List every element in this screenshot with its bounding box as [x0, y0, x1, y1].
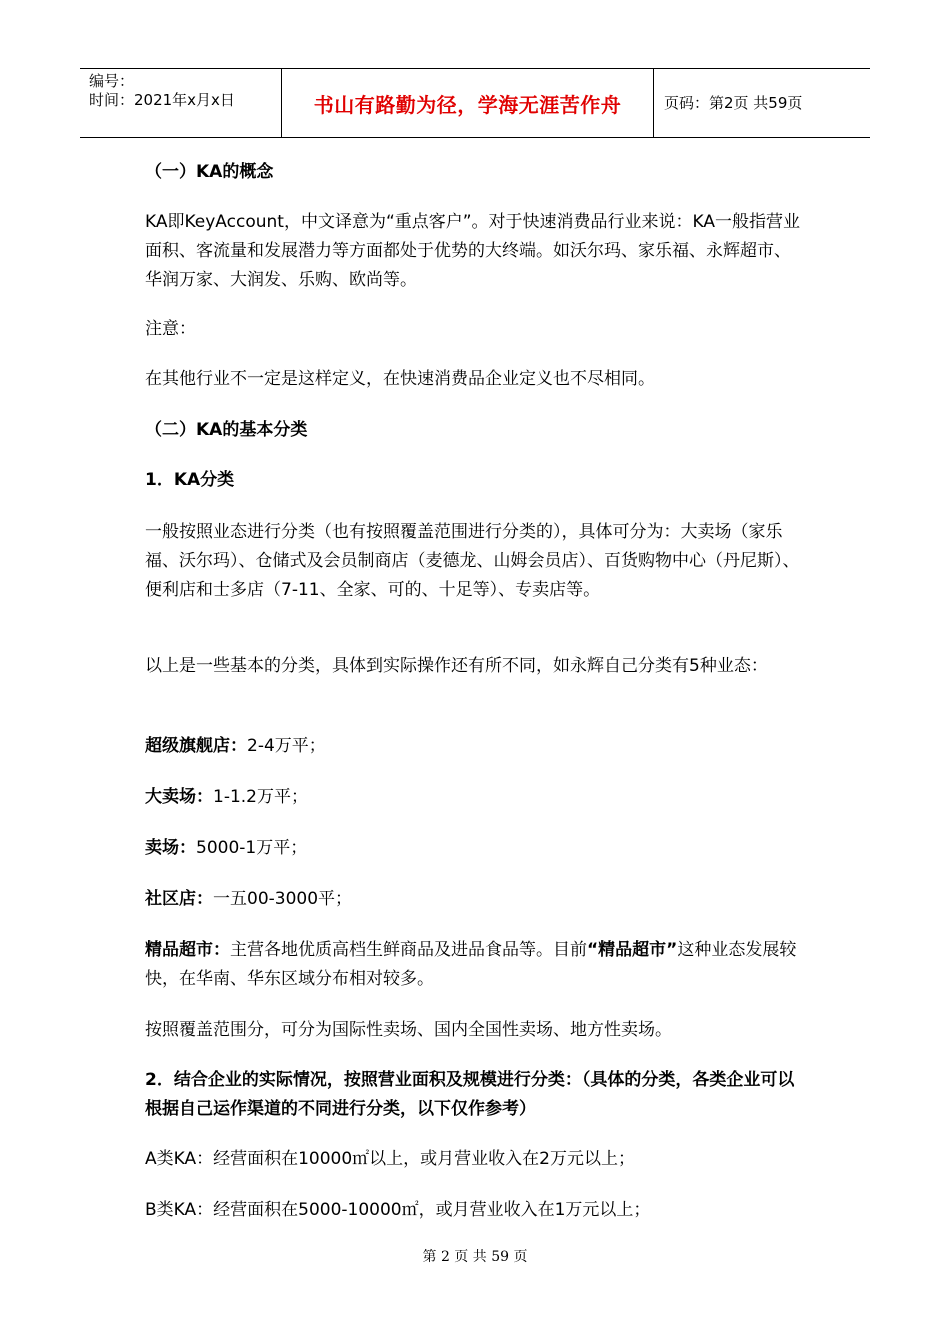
paragraph-coverage-classification: 按照覆盖范围分，可分为国际性卖场、国内全国性卖场、地方性卖场。 — [145, 1020, 672, 1040]
format-label: 大卖场： — [145, 787, 213, 807]
format-label: 精品超市： — [145, 940, 230, 960]
paragraph-note: 在其他行业不一定是这样定义，在快速消费品企业定义也不尽相同。 — [145, 369, 655, 389]
header-meta — [80, 69, 282, 137]
paragraph-class-a: A类KA：经营面积在10000㎡以上，或月营业收入在2万元以上； — [145, 1149, 636, 1169]
paragraph-format-classification: 一般按照业态进行分类（也有按照覆盖范围进行分类的），具体可分为：大卖场（家乐福、沃尔玛）、仓储式及会员制商店（麦德龙、山姆会员店）、百货购物中心（丹尼斯）、便利店和士多店（7-11、全家、可的、十足等）、专卖店等。 — [145, 522, 800, 600]
paragraph-ka-definition: KA即KeyAccount，中文译意为“重点客户”。对于快速消费品行业来说：KA一般指营业面积、客流量和发展潜力等方面都处于优势的大终端。如沃尔玛、家乐福、永辉超市、华润万家、大润发、乐购、欧尚等。 — [145, 212, 801, 290]
format-value: 这种业态发展较快，在华南、华东区域分布相对较多。 — [145, 940, 797, 989]
header-page-info: 页码：第2页 共59页 — [664, 94, 803, 112]
section-heading-ka-concept: （一）KA的概念 — [145, 162, 274, 182]
format-value: 主营各地优质高档生鲜商品及进品食品等。目前 — [230, 940, 587, 960]
format-label: 超级旗舰店： — [145, 736, 247, 756]
section-heading-ka-classification: （二）KA的基本分类 — [145, 420, 308, 440]
page-header — [80, 68, 870, 138]
format-value: 1-1.2万平； — [213, 787, 308, 807]
page-footer: 第 2 页 共 59 页 — [422, 1249, 528, 1265]
format-value: 一五00-3000平； — [213, 889, 353, 909]
format-store — [145, 834, 805, 863]
header-motto: 书山有路勤为径，学海无涯苦作舟 — [282, 69, 654, 137]
paragraph-yonghui-intro: 以上是一些基本的分类，具体到实际操作还有所不同，如永辉自己分类有5种业态： — [145, 656, 768, 676]
paragraph-note-label: 注意： — [145, 319, 196, 339]
subheading-area-classification: 2．结合企业的实际情况，按照营业面积及规模进行分类：（具体的分类，各类企业可以根据自己运作渠道的不同进行分类，以下仅作参考） — [145, 1070, 795, 1119]
format-hypermarket — [145, 783, 805, 812]
format-label: 社区店： — [145, 889, 213, 909]
format-flagship — [145, 732, 805, 761]
format-emphasis: “精品超市” — [587, 940, 678, 960]
format-community — [145, 885, 805, 914]
format-value: 2-4万平； — [247, 736, 326, 756]
format-value: 5000-1万平； — [196, 838, 308, 858]
paragraph-class-b: B类KA：经营面积在5000-10000㎡，或月营业收入在1万元以上； — [145, 1200, 651, 1220]
document-time: 时间：2021年x月x日 — [89, 91, 235, 109]
format-label: 卖场： — [145, 838, 196, 858]
document-number-label: 编号： — [89, 72, 135, 90]
format-boutique — [145, 936, 805, 994]
subheading-ka-types: 1．KA分类 — [145, 470, 235, 490]
